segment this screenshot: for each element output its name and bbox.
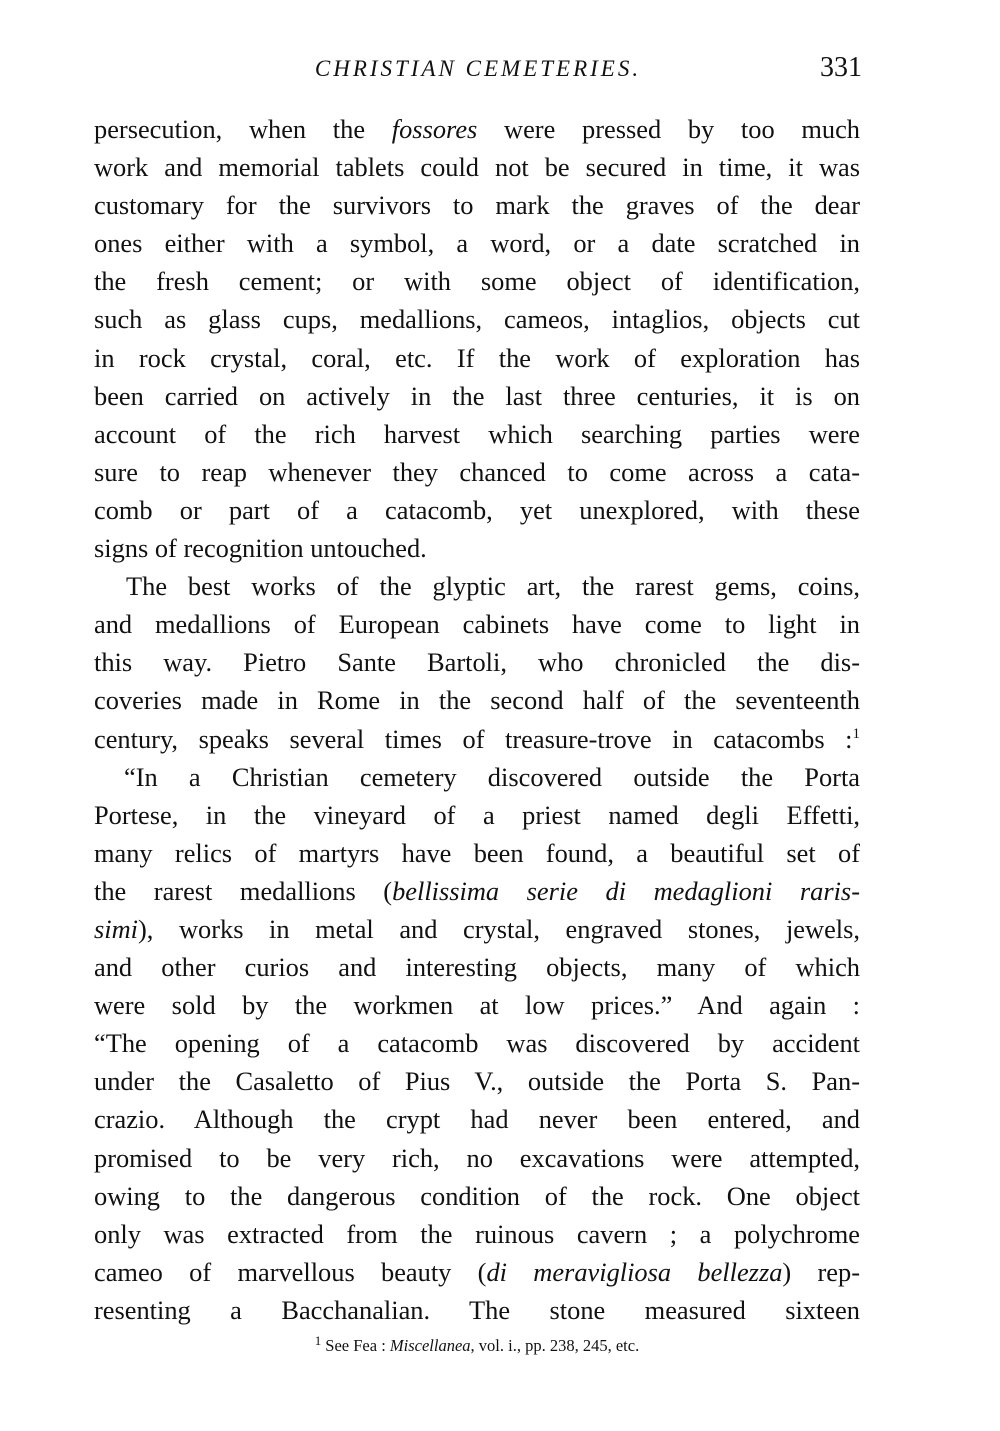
text-line: many relics of martyrs have been found, a beautiful set of [94,837,860,868]
text-line: “The opening of a catacomb was discovered by accident [94,1028,860,1059]
text-line: resenting a Bacchanalian. The stone measured sixteen [94,1294,860,1325]
text-line: under the Casaletto of Pius V., outside the Porta S. Pan- [94,1066,860,1097]
text-line: only was extracted from the ruinous cavern ; a polychrome [94,1218,860,1249]
text-line: were sold by the workmen at low prices.” And again : [94,990,860,1021]
text-line: “In a Christian cemetery discovered outside the Porta [124,761,860,792]
page-number: 331 [820,52,862,83]
text-line: customary for the survivors to mark the graves of the dear [94,190,860,221]
text-line: such as glass cups, medallions, cameos, intaglios, objects cut [94,304,860,335]
text-line: been carried on actively in the last three centuries, it is on [94,380,860,411]
body-text [94,110,860,1329]
text-line: comb or part of a catacomb, yet unexplored, with these [94,494,860,525]
text-line: this way. Pietro Sante Bartoli, who chronicled the dis- [94,647,860,678]
text-line: promised to be very rich, no excavations were attempted, [94,1142,860,1173]
text-line: the rarest medallions (bellissima serie di medaglioni raris- [94,875,860,906]
text-line: account of the rich harvest which searching parties were [94,418,860,449]
text-line: Portese, in the vineyard of a priest named degli Effetti, [94,799,860,830]
text-line: crazio. Although the crypt had never been entered, and [94,1104,860,1135]
text-line: and other curios and interesting objects, many of which [94,952,860,983]
text-line: the fresh cement; or with some object of identification, [94,266,860,297]
text-line: cameo of marvellous beauty (di meravigliosa bellezza) rep- [94,1256,860,1287]
footnote-reference: 1 [852,725,860,742]
text-line: work and memorial tablets could not be secured in time, it was [94,152,860,183]
text-line: coveries made in Rome in the second half of the seventeenth [94,685,860,716]
text-line: and medallions of European cabinets have come to light in [94,609,860,640]
text-line: persecution, when the fossores were pressed by too much [94,114,860,144]
text-line: ones either with a symbol, a word, or a date scratched in [94,228,860,259]
text-line: sure to reap whenever they chanced to come across a cata- [94,456,860,487]
running-header [94,52,862,88]
footnote: $^1$ See Fea : Miscellanea, vol. i., pp. 238, 245, etc. [314,1332,640,1355]
text-line: century, speaks several times of treasure-trove in catacombs :$^1$ [94,723,860,754]
text-line: signs of recognition untouched. [94,533,427,564]
text-line: in rock crystal, coral, etc. If the work of exploration has [94,342,860,373]
footnote-mark: 1 [314,1332,322,1348]
text-line: The best works of the glyptic art, the rarest gems, coins, [126,571,860,602]
text-line: simi), works in metal and crystal, engraved stones, jewels, [94,913,860,944]
running-title: CHRISTIAN CEMETERIES. [314,56,642,81]
text-line: owing to the dangerous condition of the rock. One object [94,1180,860,1211]
